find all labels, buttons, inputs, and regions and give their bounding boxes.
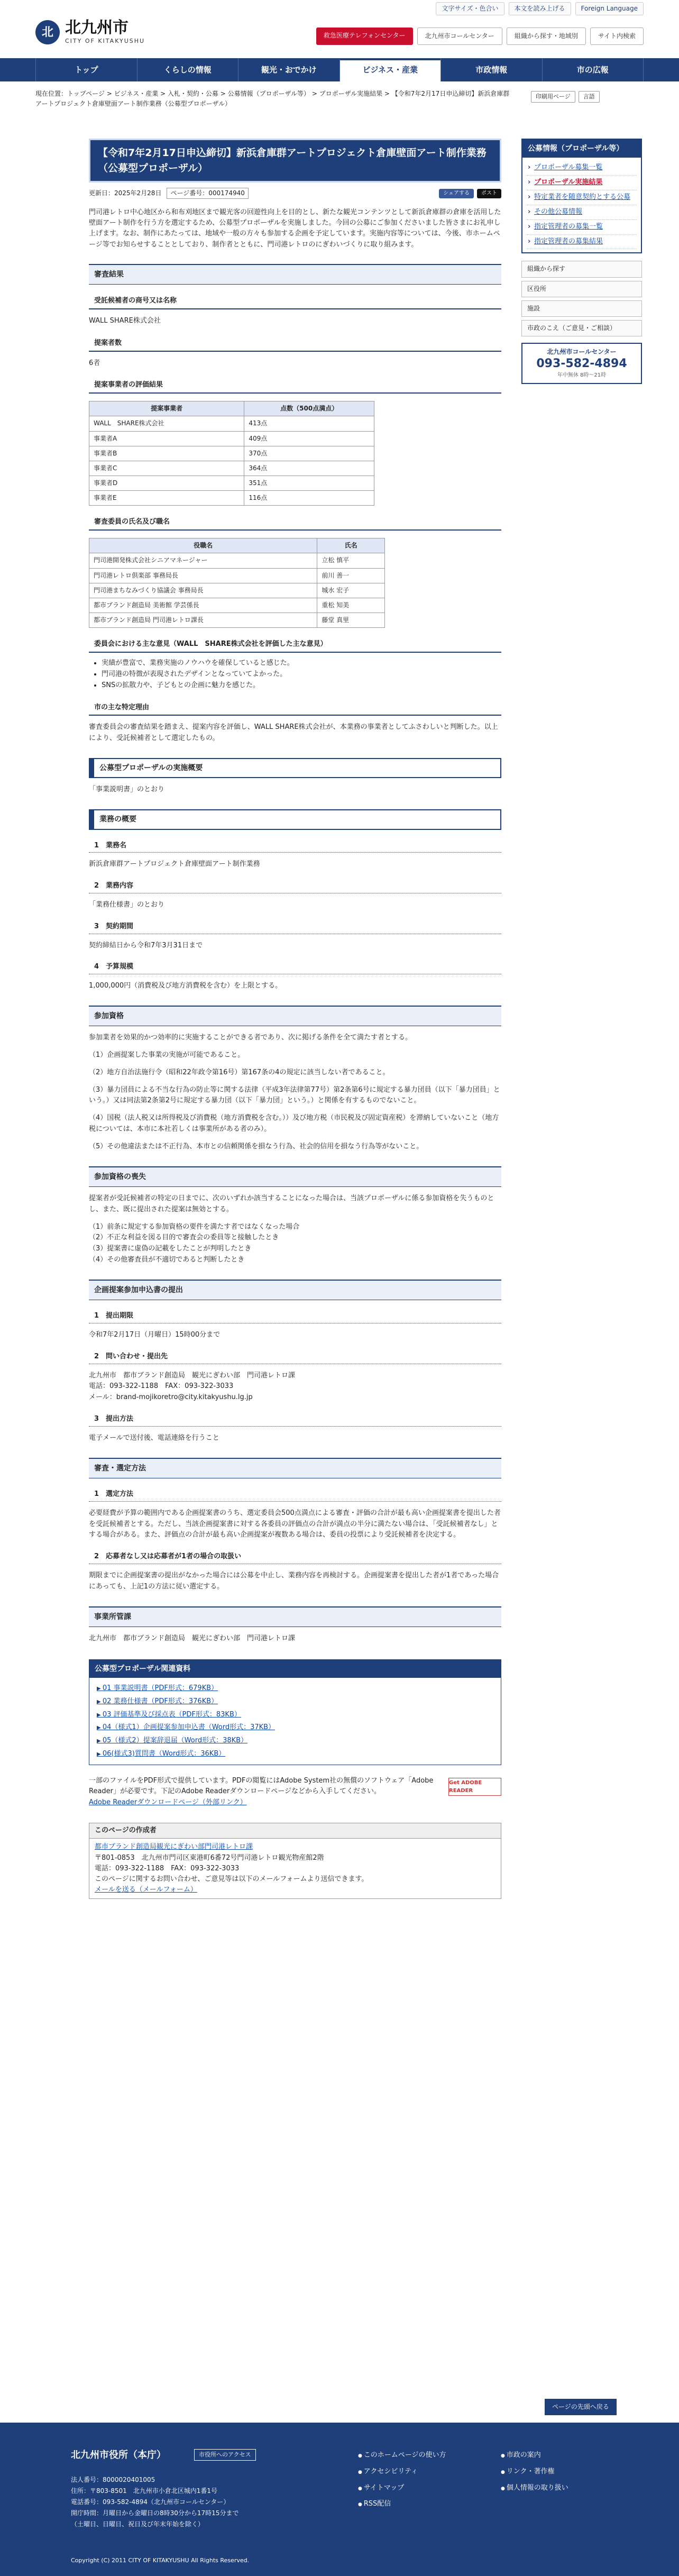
reason-heading: 市の主な特定理由 bbox=[89, 701, 501, 716]
selection-text: 必要経費が予算の範囲内である企画提案書のうち、選定委員会500点満点による審査・評価の合計が最も高い企画提案書を提出した者を受託候補者とする。ただし、当該企画提案書に対する各委員の評価点の合計が満点の半分に満たない場合は、「受託候補者なし」とする場合がある。また、評価点の合計が最も高い企画提案が複数ある場合は、委員の投票により受託候補者を決定する。 bbox=[89, 1509, 501, 1539]
section-heading-office: 事業所管課 bbox=[89, 1606, 501, 1627]
global-nav bbox=[0, 58, 679, 81]
score-table bbox=[89, 401, 374, 506]
adobe-reader-link[interactable]: Adobe Readerダウンロードページ（外部リンク） bbox=[89, 1798, 247, 1806]
nav-publicity[interactable]: 市の広報 bbox=[542, 58, 644, 81]
qualification-item: （2）地方自治法施行令（昭和22年政令第16号）第167条の4の規定に該当しない者であること。 bbox=[89, 1068, 390, 1076]
logo-subtitle: CITY OF KITAKYUSHU bbox=[65, 38, 145, 44]
table-header: 提案事業者 bbox=[89, 401, 244, 416]
section-heading-outline: 業務の概要 bbox=[89, 809, 501, 829]
committee-table bbox=[89, 538, 385, 628]
print-button[interactable]: 印刷用ページ bbox=[531, 91, 575, 103]
nav-top[interactable]: トップ bbox=[35, 58, 137, 81]
file-link[interactable]: ▶ 04（様式1）企画提案参加申込書（Word形式：37KB） bbox=[97, 1723, 275, 1731]
table-cell: 立松 慎平 bbox=[317, 553, 385, 568]
loss-list bbox=[89, 1222, 501, 1266]
footer-link-privacy[interactable]: ● 個人情報の取り扱い bbox=[501, 2483, 607, 2494]
no-applicant-heading: 2 応募者なし又は応募者が1者の場合の取扱い bbox=[89, 1550, 501, 1564]
section-heading-overview: 公募型プロポーザルの実施概要 bbox=[89, 758, 501, 778]
task-name-heading: 1 業務名 bbox=[89, 839, 501, 853]
task-content: 「業務仕様書」のとおり bbox=[89, 900, 165, 909]
intro-text: 門司港レトロ中心地区から和布刈地区まで観光客の回遊性向上を目的とし、新たな観光コンテンツとして新浜倉庫群の倉庫を活用した壁面アート制作を行う方を選定するため、公募型プロポーザルを実施しました。今回の公募にご参加くださいました皆さまにお礼申し上げます。なお、制作にあたっては、地域や一般の方々も参加する企画を予定しています。実施内容等については、今後、市ホームページ等でお知らせすることとしており、制作者とともに、門司港レトロのにぎわいづくりに取り組みます。 bbox=[89, 208, 501, 249]
table-row bbox=[89, 431, 374, 446]
site-header bbox=[0, 0, 679, 58]
list-item: （4）その他審査員が不適切であると判断したとき bbox=[89, 1256, 245, 1264]
footer-info-line: 住所：〒803-8501 北九州市小倉北区城内1番1号 bbox=[71, 2487, 218, 2495]
nav-living[interactable]: くらしの情報 bbox=[137, 58, 238, 81]
task-name: 新浜倉庫群アートプロジェクト倉庫壁面アート制作業務 bbox=[89, 860, 260, 869]
page-title: 【令和7年2月17日申込締切】新浜倉庫群アートプロジェクト倉庫壁面アート制作業務（公募型プロポーザル） bbox=[89, 139, 501, 182]
sidebar-links bbox=[521, 261, 642, 336]
sidebar-item-other[interactable]: その他公募情報 bbox=[534, 207, 583, 216]
table-cell: 116点 bbox=[244, 491, 374, 506]
read-aloud-link[interactable]: 本文を読み上げる bbox=[509, 2, 571, 15]
sidebar-item-designated-results[interactable]: 指定管理者の募集結果 bbox=[534, 237, 603, 245]
contact-heading: 2 問い合わせ・提出先 bbox=[89, 1350, 501, 1364]
table-cell: 城水 宏子 bbox=[317, 583, 385, 598]
table-cell: 藤堂 真里 bbox=[317, 613, 385, 628]
adobe-reader-badge-icon[interactable]: Get ADOBE READER bbox=[448, 1778, 501, 1796]
main-content bbox=[89, 139, 501, 1899]
table-cell: 重松 知美 bbox=[317, 598, 385, 613]
sidebar bbox=[521, 139, 642, 384]
budget-text: 1,000,000円（消費税及び地方消費税を含む）を上限とする。 bbox=[89, 982, 282, 990]
facebook-share-button[interactable]: シェアする bbox=[439, 189, 474, 198]
footer-link-guide[interactable]: ● 市政の案内 bbox=[501, 2450, 607, 2461]
table-cell: 門司港開発株式会社シニアマネージャー bbox=[89, 553, 317, 568]
sidebar-link-facilities[interactable]: 施設 bbox=[521, 300, 642, 317]
footer-info bbox=[71, 2474, 238, 2530]
selection-heading: 1 選定方法 bbox=[89, 1488, 501, 1502]
footer-link-copyright[interactable]: ● リンク・著作権 bbox=[501, 2467, 607, 2478]
text-size-link[interactable]: 文字サイズ・色合い bbox=[436, 2, 504, 15]
table-row bbox=[89, 598, 385, 613]
sidebar-item-proposal-results[interactable]: プロポーザル実施結果 bbox=[534, 178, 603, 187]
mail-form-link[interactable]: メールを送る（メールフォーム） bbox=[95, 1886, 197, 1894]
file-link[interactable]: ▶ 05（様式2）提案辞退届（Word形式：38KB） bbox=[97, 1737, 247, 1744]
proposer-count-heading: 提案者数 bbox=[89, 336, 501, 352]
committee-heading: 審査委員の氏名及び職名 bbox=[89, 515, 501, 531]
method-text: 電子メールで送付後、電話連絡を行うこと bbox=[89, 1433, 219, 1442]
footer-access-button[interactable]: 市役所へのアクセス bbox=[194, 2449, 256, 2461]
breadcrumb[interactable]: 現在位置：トップページ > ビジネス・産業 > 入札・契約・公募 > 公募情報（プロポーザル等） > プロポーザル実施結果 > 【令和7年2月17日申込締切】新浜倉庫群アートプロジェクト倉庫壁面アート制作業務（公募型プロポーザル） bbox=[35, 90, 510, 107]
logo-title: 北九州市 bbox=[65, 19, 129, 37]
winner-name: WALL SHARE株式会社 bbox=[89, 316, 161, 325]
call-center-hours: 年中無休 8時〜21時 bbox=[557, 372, 607, 378]
table-cell: 409点 bbox=[244, 431, 374, 446]
site-search-button[interactable]: サイト内検索 bbox=[590, 28, 644, 45]
author-note: このページに関するお問い合わせ、ご意見等は以下のメールフォームより送信できます。 bbox=[95, 1875, 369, 1883]
list-item: • 実績が豊富で、業務実施のノウハウを確保していると感じた。 bbox=[102, 658, 501, 669]
opinion-heading: 委員会における主な意見（WALL SHARE株式会社を評価した主な意見） bbox=[89, 637, 501, 653]
budget-heading: 4 予算規模 bbox=[89, 961, 501, 974]
table-header: 氏名 bbox=[317, 538, 385, 553]
header-buttons bbox=[316, 28, 644, 45]
sidebar-link-ward-office[interactable]: 区役所 bbox=[521, 281, 642, 297]
footer-info-line: 法人番号：8000020401005 bbox=[71, 2476, 155, 2483]
section-heading-result: 審査結果 bbox=[89, 264, 501, 285]
sidebar-link-organization[interactable]: 組織から探す bbox=[521, 261, 642, 277]
footer-info-line: 電話番号：093-582-4894（北九州市コールセンター） bbox=[71, 2498, 230, 2506]
x-post-button[interactable]: ポスト bbox=[477, 189, 501, 198]
pdf-note-text: 一部のファイルをPDF形式で提供しています。PDFの閲覧にはAdobe System社の無償のソフトウェア「Adobe Reader」が必要です。下記のAdobe Readerダウンロードページなどから入手してください。 bbox=[89, 1777, 434, 1796]
file-link[interactable]: ▶ 06(様式3)質問書（Word形式：36KB） bbox=[97, 1750, 225, 1758]
table-row bbox=[89, 553, 385, 568]
list-item: （1）前条に規定する参加資格の要件を満たす者ではなくなった場合 bbox=[89, 1222, 300, 1231]
site-footer bbox=[0, 2423, 679, 2576]
table-row bbox=[89, 583, 385, 598]
list-item: （2）不正な利益を図る目的で審査会の委員等と接触したとき bbox=[89, 1234, 279, 1242]
deadline-text: 令和7年2月17日（月曜日）15時00分まで bbox=[89, 1331, 221, 1339]
sidebar-category-box bbox=[521, 139, 642, 253]
footer-link-sitemap[interactable]: ● サイトマップ bbox=[358, 2483, 501, 2494]
section-heading-review: 審査・選定方法 bbox=[89, 1458, 501, 1478]
table-cell: 364点 bbox=[244, 461, 374, 476]
file-link[interactable]: ▶ 01 事業説明書（PDF形式：679KB） bbox=[97, 1684, 218, 1692]
table-row bbox=[89, 416, 374, 431]
call-center-button[interactable]: 北九州市コールセンター bbox=[417, 28, 502, 45]
qualification-item: （4）国税（法人税又は所得税及び消費税（地方消費税を含む。））及び地方税（市民税及び固定資産税）を滞納していないこと（地方税については、本市に本社若しくは事業所がある者のみ）。 bbox=[89, 1114, 499, 1134]
qualification-item: （5）その他違法または不正行為、本市との信頼関係を損なう行為、社会的信用を損なう行為等がないこと。 bbox=[89, 1142, 424, 1150]
sidebar-item-negotiated-contract[interactable]: 特定業者を随意契約とする公募 bbox=[534, 193, 631, 202]
table-cell: 都市ブランド創造局 美術館 学芸係長 bbox=[89, 598, 317, 613]
table-cell: 413点 bbox=[244, 416, 374, 431]
table-header: 点数（500点満点） bbox=[244, 401, 374, 416]
nav-tourism[interactable]: 観光・おでかけ bbox=[238, 58, 340, 81]
table-cell: 門司港レトロ倶楽部 事務局長 bbox=[89, 568, 317, 583]
author-address: 〒801-0853 北九州市門司区東港町6番72号門司港レトロ観光物産館2階 bbox=[95, 1853, 324, 1862]
loss-intro: 提案者が受託候補者の特定の日までに、次のいずれか該当することになった場合は、当該プロポーザルに係る参加資格を失うものとし、また、既に提出された提案は無効とする。 bbox=[89, 1194, 494, 1213]
score-heading: 提案事業者の評価結果 bbox=[89, 378, 501, 394]
table-row bbox=[89, 491, 374, 506]
author-phone: 電話：093-322-1188 FAX：093-322-3033 bbox=[95, 1864, 240, 1872]
updated-date: 更新日：2025年2月28日 bbox=[89, 189, 162, 197]
section-heading-loss: 参加資格の喪失 bbox=[89, 1166, 501, 1187]
search-mode-button[interactable]: 組織から探す・地域別 bbox=[507, 28, 586, 45]
page-tools bbox=[531, 91, 600, 103]
table-cell: 前川 善一 bbox=[317, 568, 385, 583]
foreign-language-link[interactable]: Foreign Language bbox=[575, 2, 644, 15]
table-cell: 都市ブランド創造局 門司港レトロ課長 bbox=[89, 613, 317, 628]
submit-contact bbox=[89, 1371, 501, 1403]
table-cell: 事業者B bbox=[89, 446, 244, 461]
footer-links bbox=[358, 2450, 607, 2510]
table-cell: 事業者D bbox=[89, 476, 244, 491]
submit-phone: 電話：093-322-1188 FAX：093-322-3033 bbox=[89, 1382, 234, 1391]
method-heading: 3 提出方法 bbox=[89, 1413, 501, 1427]
qualification-item: （3）暴力団員による不当な行為の防止等に関する法律（平成3年法律第77号）第2条第6号に規定する暴力団員（以下「暴力団員」という。）又は同法第2条第2号に規定する暴力団（以下「暴力団」という。）と関係を有するものでないこと。 bbox=[89, 1085, 500, 1105]
related-files bbox=[89, 1659, 501, 1766]
list-item: • 門司港の特徴が表現されたデザインとなっていてよかった。 bbox=[102, 669, 501, 680]
qualification-intro: 参加業者を効果的かつ効率的に実施することができる者であり、次に掲げる条件を全て満たす者とする。 bbox=[89, 1034, 412, 1042]
utility-links bbox=[436, 2, 644, 15]
office-text: 北九州市 都市ブランド創造局 観光にぎわい部 門司港レトロ課 bbox=[89, 1634, 296, 1642]
page-id: ページ番号：000174940 bbox=[167, 188, 248, 199]
emergency-button[interactable]: 救急医療テレフォンセンター bbox=[316, 28, 413, 45]
page-meta bbox=[89, 188, 501, 199]
copyright: Copyright (C) 2011 CITY OF KITAKYUSHU All Rights Reserved. bbox=[71, 2557, 250, 2564]
file-link[interactable]: ▶ 03 評価基準及び採点表（PDF形式：83KB） bbox=[97, 1711, 241, 1719]
list-item: • SNSの拡散力や、子どもとの企画に魅力を感じた。 bbox=[102, 680, 501, 691]
page-author bbox=[89, 1823, 501, 1899]
sidebar-item-proposal-list[interactable]: プロポーザル募集一覧 bbox=[534, 163, 603, 172]
file-link[interactable]: ▶ 02 業務仕様書（PDF形式：376KB） bbox=[97, 1697, 218, 1705]
footer-info-line: 開庁時間：月曜日から金曜日の8時30分から17時15分まで bbox=[71, 2509, 239, 2517]
language-button[interactable]: 言語 bbox=[579, 91, 600, 103]
sidebar-heading: 公募情報（プロポーザル等） bbox=[522, 140, 641, 158]
footer-link-howto[interactable]: ● このホームページの使い方 bbox=[358, 2450, 501, 2461]
call-center-label: 北九州市コールセンター bbox=[547, 348, 617, 356]
call-center-banner[interactable] bbox=[521, 343, 642, 384]
submit-email[interactable]: メール：brand-mojikoretro@city.kitakyushu.lg.jp bbox=[89, 1393, 253, 1402]
table-row bbox=[89, 461, 374, 476]
overview-text: 「事業説明書」のとおり bbox=[89, 785, 165, 794]
table-cell: 351点 bbox=[244, 476, 374, 491]
table-cell: 事業者E bbox=[89, 491, 244, 506]
table-header: 役職名 bbox=[89, 538, 317, 553]
task-content-heading: 2 業務内容 bbox=[89, 880, 501, 893]
footer-link-accessibility[interactable]: ● アクセシビリティ bbox=[358, 2467, 501, 2478]
table-row bbox=[89, 613, 385, 628]
contract-period-heading: 3 契約期間 bbox=[89, 920, 501, 934]
table-cell: 370点 bbox=[244, 446, 374, 461]
winner-heading: 受託候補者の商号又は名称 bbox=[89, 294, 501, 309]
footer-link-rss[interactable]: ● RSS配信 bbox=[358, 2499, 501, 2510]
proposer-count: 6者 bbox=[89, 359, 100, 367]
pdf-note bbox=[89, 1776, 501, 1807]
nav-business[interactable]: ビジネス・産業 bbox=[340, 58, 441, 81]
nav-government[interactable]: 市政情報 bbox=[441, 58, 542, 81]
table-row bbox=[89, 446, 374, 461]
section-heading-qualification: 参加資格 bbox=[89, 1006, 501, 1026]
table-row bbox=[89, 568, 385, 583]
contract-period: 契約締結日から令和7年3月31日まで bbox=[89, 941, 203, 949]
submit-dept: 北九州市 都市ブランド創造局 観光にぎわい部 門司港レトロ課 bbox=[89, 1371, 296, 1380]
list-item: （3）提案書に虚偽の記載をしたことが判明したとき bbox=[89, 1245, 252, 1253]
opinion-list bbox=[89, 658, 501, 691]
related-files-heading: 公募型プロポーザル関連資料 bbox=[89, 1660, 501, 1678]
author-dept-link[interactable]: 都市ブランド創造局観光にぎわい部門司港レトロ課 bbox=[95, 1843, 253, 1851]
no-applicant-text: 期限までに企画提案書の提出がなかった場合には公募を中止し、業務内容を再検討する。企画提案書を提出した者が1者であった場合にあっても、上記1の方法に従い選定する。 bbox=[89, 1571, 499, 1591]
table-row bbox=[89, 476, 374, 491]
sidebar-link-opinions[interactable]: 市政のこえ（ご意見・ご相談） bbox=[521, 320, 642, 336]
back-to-top-button[interactable]: ページの先頭へ戻る bbox=[545, 2399, 617, 2415]
site-logo[interactable] bbox=[35, 19, 145, 46]
call-center-number: 093-582-4894 bbox=[536, 357, 627, 371]
sidebar-item-designated-list[interactable]: 指定管理者の募集一覧 bbox=[534, 222, 603, 231]
page-author-heading: このページの作成者 bbox=[89, 1823, 501, 1839]
reason-text: 審査委員会の審査結果を踏まえ、提案内容を評価し、WALL SHARE株式会社が、本業務の事業者としてふさわしいと判断した。以上により、受託候補者として選定したもの。 bbox=[89, 723, 498, 743]
table-cell: WALL SHARE株式会社 bbox=[89, 416, 244, 431]
qualification-item: （1）企画提案した事業の実施が可能であること。 bbox=[89, 1051, 245, 1059]
table-cell: 事業者C bbox=[89, 461, 244, 476]
table-cell: 事業者A bbox=[89, 431, 244, 446]
footer-info-line: （土曜日、日曜日、祝日及び年末年始を除く） bbox=[71, 2520, 205, 2528]
section-heading-submit: 企画提案参加申込書の提出 bbox=[89, 1280, 501, 1300]
deadline-heading: 1 提出期限 bbox=[89, 1310, 501, 1323]
city-emblem-icon: 北 bbox=[35, 20, 60, 44]
footer-office-name: 北九州市役所（本庁） bbox=[71, 2450, 166, 2461]
table-cell: 門司港まちなみづくり協議会 事務局長 bbox=[89, 583, 317, 598]
